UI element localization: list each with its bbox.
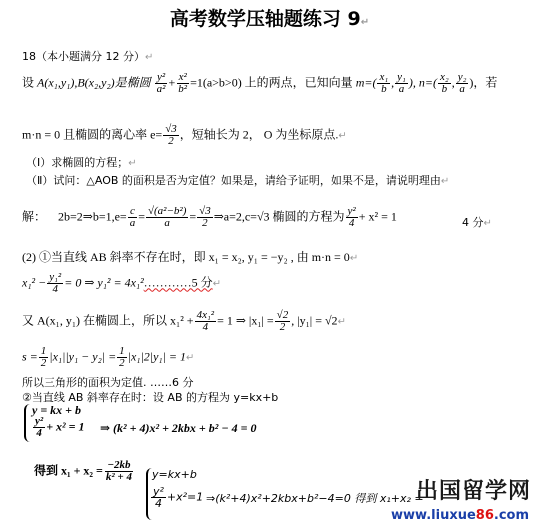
system2-row1: y=kx+b [152, 468, 197, 481]
system-brace [24, 404, 32, 442]
solution-line: 解： 2b=2⇒b=1,e= $\frac{c}{a}$ = $\frac{\text{√(a²−b²)}}{a}$ = $\frac{√3}{2}$ ⇒a=2,c=√3 椭圆的方程为 $\frac{\text{y²}}{4}$ + x² = 1 [22, 205, 397, 229]
condition-line: m·n = 0 且椭圆的离心率 e= $\frac{√3}{2}$ ，短轴长为 2， O 为坐标原点.↵ [22, 123, 347, 147]
part2-line4: s = $\frac{1}{2}$ |x₁||y₁ − y₂| = $\frac{1}{2}$ |x₁|2|y₁| = 1↵ [22, 345, 195, 369]
system2-result: ⇒(k²+4)x²+2kbx+b²−4=0 得到 x₁+x₂ = [206, 492, 424, 505]
page-title: 高考数学压轴题练习 9↵ [169, 8, 370, 30]
setup-line: 设 A(x₁,y₁),B(x₂,y₂)是椭圆 $\frac{\text{y²}}{\text{a²}}$ + $\frac{\text{x²}}{\text{b²}}$ =1(a>b>0) 上的两点，已知向量 m=( $\frac{\text{x₁}}{b}$ , $\frac{\text{y₁}}{a}$ ), n=( $\frac{\text{x₂}}{b}$ , $\frac{\text{y₂}}{a}$ )，若 [22, 71, 498, 95]
part2-line6: ②当直线 AB 斜率存在时：设 AB 的方程为 y=kx+b [22, 391, 279, 404]
problem-header: 18（本小题满分 12 分）↵ [22, 50, 154, 63]
system2-row2: $\frac{\text{y²}}{4}$ +x²=1 [153, 485, 204, 510]
question-2: （Ⅱ）试问：△AOB 的面积是否为定值？如果是，请给予证明，如果不是，请说明理由↵ [26, 174, 450, 187]
part2-line3: 又 A(x₁, y₁) 在椭圆上，所以 x₁² + $\frac{\text{4x₁²}}{4}$ = 1 ⇒ |x₁| = $\frac{√2}{2}$ , |y₁| = √2↵ [22, 309, 346, 333]
part2-line1: (2) ①当直线 AB 斜率不存在时，即 x₁ = x₂, y₁ = −y₂ , 由 m·n = 0↵ [22, 250, 359, 264]
final-line-left: 得到 x₁ + x₂ = $\frac{-2kb}{\text{k² + 4}}$ [34, 459, 132, 483]
system1-row1: y = kx + b [32, 403, 82, 417]
part2-line2: x₁² − $\frac{\text{y₁²}}{4}$ = 0 ⇒ y₁² = 4x₁²…………5 分↵ [22, 271, 222, 295]
system1-row2: $\frac{\text{y²}}{4}$ + x² = 1 [35, 415, 85, 439]
watermark-logo: 出国留学网 [415, 479, 531, 504]
question-1: （Ⅰ）求椭圆的方程；↵ [26, 156, 137, 169]
part2-line5: 所以三角形的面积为定值. ……6 分 [22, 376, 194, 389]
system1-result: ⇒ (k² + 4)x² + 2kbx + b² − 4 = 0 [100, 421, 257, 435]
watermark-url: www.liuxue86.com [391, 508, 529, 523]
score-4: 4 分↵ [462, 216, 492, 229]
